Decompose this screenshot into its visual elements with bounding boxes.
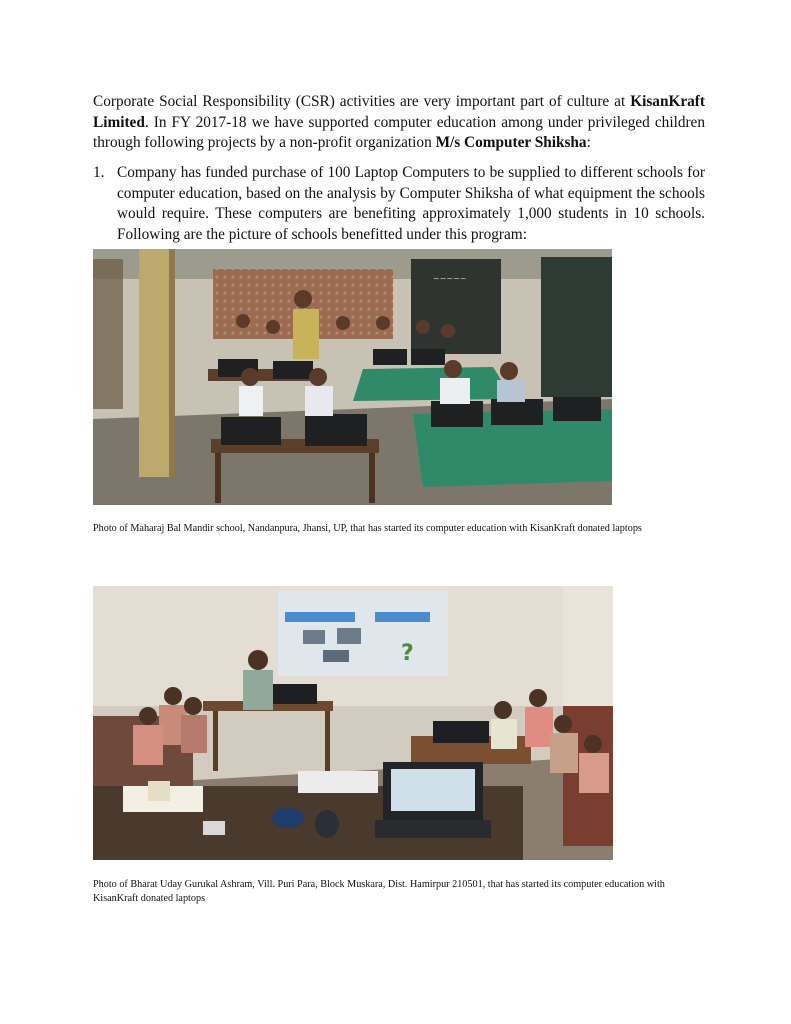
list-item-number: 1. (93, 164, 105, 181)
organization-name: M/s Computer Shiksha (435, 134, 587, 151)
intro-text-1: Corporate Social Responsibility (CSR) activities are very important part of culture at (93, 93, 631, 110)
classroom-photo-2 (93, 586, 613, 860)
photo-caption-1: Photo of Maharaj Bal Mandir school, Nandanpura, Jhansi, UP, that has started its computer education with KisanKraft donated laptops (93, 523, 642, 534)
list-item-text: Company has funded purchase of 100 Laptop Computers to be supplied to different schools for computer education, based on the analysis by Computer Shiksha of what equipment the schools would require. These computers are benefiting approximately 1,000 students in 10 schools. Following are the picture of schools benefitted under this program: (117, 164, 705, 243)
svg-text:?: ? (401, 641, 414, 666)
classroom-photo-1 (93, 249, 612, 505)
intro-paragraph (93, 92, 705, 154)
svg-text:~~~~~: ~~~~~ (433, 274, 467, 283)
intro-text-3: : (586, 134, 591, 151)
intro-text-2: . In FY 2017-18 we have supported computer education among under privileged children through following projects by a non-profit organization (93, 113, 705, 151)
photo-caption-2: Photo of Bharat Uday Gurukal Ashram, Vill. Puri Para, Block Muskara, Dist. Hamirpur 210501, that has started its computer education with KisanKraft donated laptops (93, 879, 665, 904)
company-name: KisanKraft Limited (93, 93, 705, 131)
